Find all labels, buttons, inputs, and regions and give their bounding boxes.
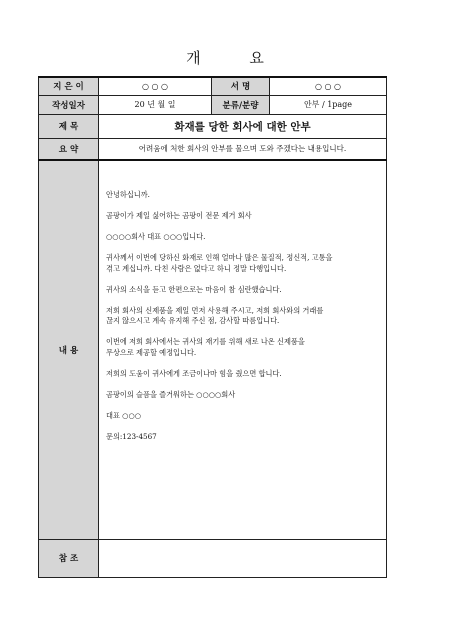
author-label: 지 은 이: [39, 77, 99, 95]
content-line: 안녕하십니까.: [106, 190, 150, 199]
content-paragraph: [106, 390, 382, 401]
category-value[interactable]: 안부 / 1page: [270, 95, 387, 114]
content-line: 저희 회사의 신제품을 제일 먼저 사용해 주시고, 저희 회사와의 거래를: [106, 305, 324, 315]
content-label: 내 용: [39, 160, 99, 539]
subject-label: 제 목: [39, 114, 99, 138]
content-paragraph: [106, 190, 382, 201]
content-line: 귀사께서 이번에 당하신 화재로 인해 얼마나 많은 물질적, 정신적, 고통을: [106, 253, 333, 262]
content-line: 저희의 도움이 귀사에게 조금이나마 힘을 줬으면 합니다.: [106, 368, 282, 378]
content-line: 귀사의 소식을 듣고 한편으로는 마음이 참 심란했습니다.: [106, 284, 282, 294]
content-paragraph: [106, 253, 382, 274]
date-label: 작성일자: [39, 95, 99, 114]
document-title: 개 요: [186, 49, 286, 67]
content-line: 겪고 계십니까. 다친 사람은 없다고 하니 정말 다행입니다.: [106, 263, 287, 273]
subject-value[interactable]: 화재를 당한 회사에 대한 안부: [99, 114, 387, 138]
content-paragraph: [106, 285, 382, 296]
reference-value[interactable]: [99, 539, 387, 577]
content-line: 무상으로 제공할 예정입니다.: [106, 347, 197, 357]
content-line: 곰팡이가 제일 싫어하는 곰팡이 전문 제거 회사: [106, 211, 252, 220]
content-paragraph: [106, 211, 382, 222]
content-paragraph: [106, 369, 382, 380]
summary-label: 요 약: [39, 138, 99, 160]
reference-label: 참 조: [39, 539, 99, 577]
content-line: 이번에 저희 회사에서는 귀사의 재기를 위해 새로 나온 신제품을: [106, 337, 305, 346]
content-line: 대표 ○○○: [106, 410, 141, 420]
category-label: 분류/분량: [212, 95, 270, 114]
author-value[interactable]: ○ ○ ○: [99, 77, 212, 95]
content-line: 문의:123-4567: [106, 431, 157, 441]
content-paragraph: [106, 232, 382, 243]
content-paragraph: [106, 411, 382, 422]
signature-value[interactable]: ○ ○ ○: [270, 77, 387, 95]
content-paragraph: [106, 337, 382, 358]
content-line: ○○○○회사 대표 ○○○입니다.: [106, 232, 206, 241]
content-line: 곰팡이의 슬픔을 즐거워하는 ○○○○회사: [106, 389, 236, 399]
content-paragraph: [106, 306, 382, 327]
content-paragraph: [106, 432, 382, 443]
content-line: 끊지 않으시고 계속 유지해 주신 점, 감사할 따름입니다.: [106, 316, 280, 325]
summary-value[interactable]: 어려움에 처한 회사의 안부를 물으며 도와 주겠다는 내용입니다.: [99, 138, 387, 160]
date-value[interactable]: 20 년 월 일: [99, 95, 212, 114]
content-body-cell[interactable]: [99, 160, 387, 539]
signature-label: 서 명: [212, 77, 270, 95]
summary-form-table: [38, 76, 387, 578]
content-body: [99, 161, 386, 524]
